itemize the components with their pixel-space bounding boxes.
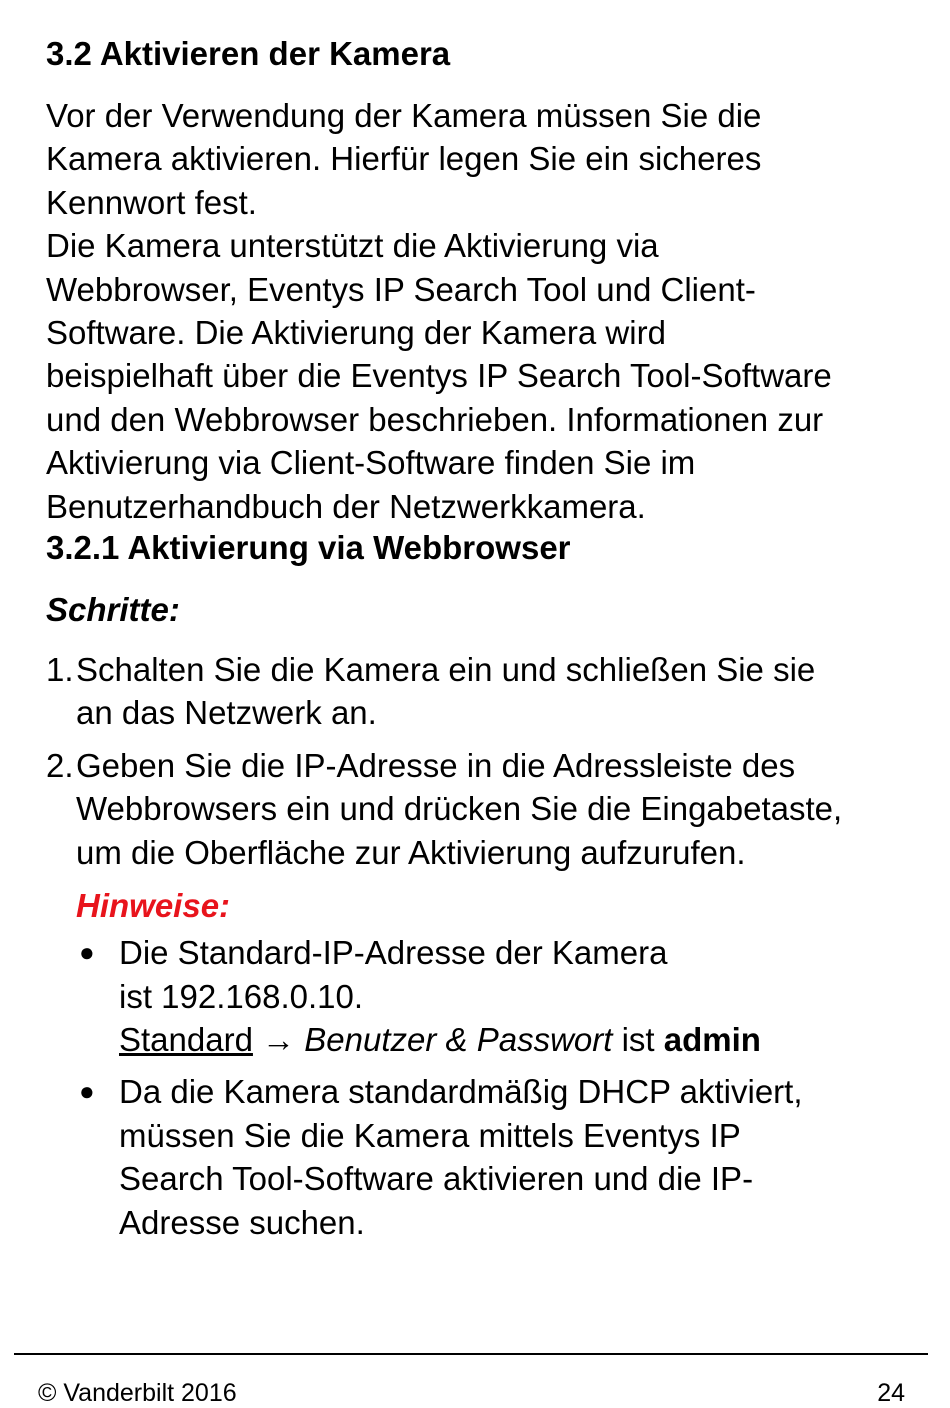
note-line: Da die Kamera standardmäßig DHCP aktiviert, — [119, 1073, 803, 1111]
steps-label: Schritte: — [46, 591, 180, 629]
intro-line: Webbrowser, Eventys IP Search Tool und Client- — [46, 270, 756, 308]
step-line: an das Netzwerk an. — [76, 694, 377, 732]
step-line: Geben Sie die IP-Adresse in die Adressleiste des — [76, 746, 796, 784]
intro-line: Vor der Verwendung der Kamera müssen Sie die — [46, 97, 762, 134]
note-line: Adresse suchen. — [119, 1203, 365, 1241]
notes-list — [76, 931, 926, 1244]
arrow-right-icon: → — [262, 1020, 296, 1058]
note-line: ist 192.168.0.10. — [119, 977, 364, 1015]
is-text: ist — [621, 1020, 655, 1058]
section-heading: 3.2 Aktivieren der Kamera — [46, 35, 451, 72]
footer-divider — [14, 1353, 928, 1355]
footer-copyright: © Vanderbilt 2016 — [38, 1379, 237, 1407]
note-item — [76, 1070, 926, 1244]
credentials-value: admin — [663, 1020, 761, 1058]
notes-label: Hinweise: — [76, 887, 231, 925]
note-line: Die Standard-IP-Adresse der Kamera — [119, 934, 668, 972]
step-item — [46, 744, 926, 874]
step-number: 2. — [46, 746, 74, 784]
steps-list — [46, 648, 926, 874]
note-line: Search Tool-Software aktivieren und die IP- — [119, 1160, 754, 1198]
step-number: 1. — [46, 651, 74, 689]
step-line: um die Oberfläche zur Aktivierung aufzurufen. — [76, 833, 746, 871]
intro-line: Kamera aktivieren. Hierfür legen Sie ein sicheres — [46, 140, 762, 178]
step-line: Schalten Sie die Kamera ein und schließen Sie sie — [76, 651, 816, 689]
intro-line: beispielhaft über die Eventys IP Search Tool-Software — [46, 357, 832, 395]
step-item — [46, 648, 926, 735]
page-number: 24 — [877, 1379, 905, 1407]
standard-label: Standard — [119, 1020, 253, 1058]
credentials-line — [119, 1018, 926, 1061]
bullet-icon: ● — [79, 937, 95, 968]
intro-line: und den Webbrowser beschrieben. Informationen zur — [46, 400, 824, 438]
bullet-icon: ● — [79, 1076, 95, 1107]
intro-line: Kennwort fest. — [46, 183, 257, 221]
intro-paragraph — [46, 94, 926, 528]
intro-line: Aktivierung via Client-Software finden Sie im — [46, 444, 696, 482]
note-line: müssen Sie die Kamera mittels Eventys IP — [119, 1116, 741, 1154]
document-page — [46, 34, 926, 1244]
intro-line: Benutzerhandbuch der Netzwerkkamera. — [46, 487, 646, 525]
note-item — [76, 931, 926, 1061]
credentials-label: Benutzer & Passwort — [304, 1020, 613, 1058]
subsection-heading: 3.2.1 Aktivierung via Webbrowser — [46, 529, 571, 567]
intro-line: Software. Die Aktivierung der Kamera wird — [46, 314, 666, 352]
intro-line: Die Kamera unterstützt die Aktivierung via — [46, 227, 659, 265]
step-line: Webbrowsers ein und drücken Sie die Eingabetaste, — [76, 790, 843, 828]
